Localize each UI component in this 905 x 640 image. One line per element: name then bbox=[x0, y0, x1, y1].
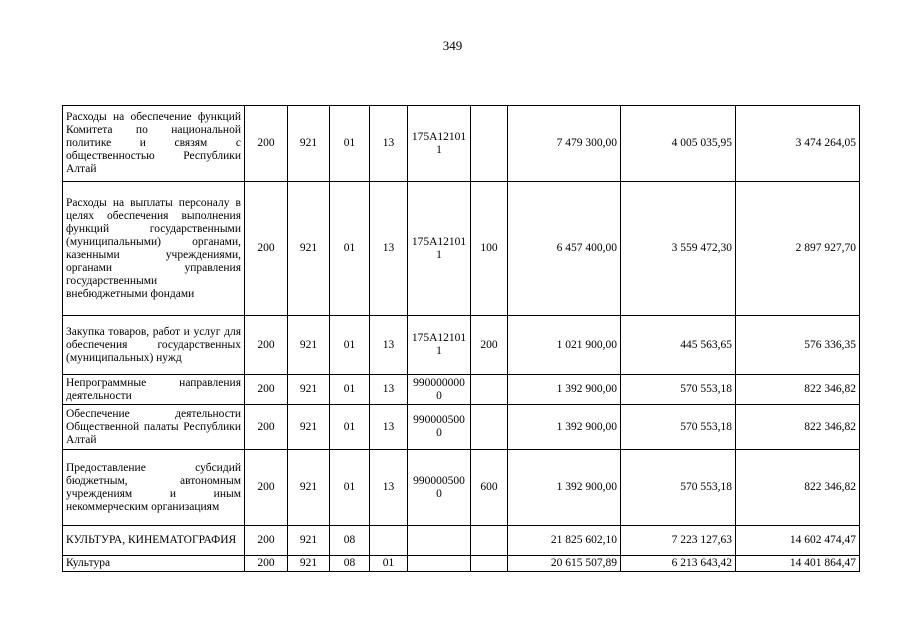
row-fact: 445 563,65 bbox=[621, 316, 736, 375]
row-subsection: 13 bbox=[370, 106, 408, 182]
row-plan: 21 825 602,10 bbox=[508, 526, 621, 556]
table-row bbox=[63, 405, 860, 450]
row-rest: 14 602 474,47 bbox=[736, 526, 860, 556]
row-name: Предоставление субсидий бюджетным, автономным учреждениям и иным некоммерческим организациям bbox=[63, 450, 245, 526]
row-vr bbox=[471, 106, 508, 182]
row-code: 200 bbox=[245, 526, 288, 556]
row-csr: 175A121011 bbox=[408, 316, 471, 375]
row-subsection: 13 bbox=[370, 375, 408, 405]
row-section: 01 bbox=[330, 182, 370, 316]
row-section: 08 bbox=[330, 556, 370, 572]
row-vr: 200 bbox=[471, 316, 508, 375]
row-csr bbox=[408, 526, 471, 556]
row-name: Непрограммные направления деятельности bbox=[63, 375, 245, 405]
row-plan: 1 392 900,00 bbox=[508, 450, 621, 526]
row-rest: 822 346,82 bbox=[736, 450, 860, 526]
row-fact: 7 223 127,63 bbox=[621, 526, 736, 556]
row-plan: 1 021 900,00 bbox=[508, 316, 621, 375]
row-plan: 1 392 900,00 bbox=[508, 405, 621, 450]
row-rest: 822 346,82 bbox=[736, 405, 860, 450]
row-csr bbox=[408, 556, 471, 572]
row-vr bbox=[471, 405, 508, 450]
row-grbs: 921 bbox=[288, 106, 330, 182]
row-plan: 6 457 400,00 bbox=[508, 182, 621, 316]
row-grbs: 921 bbox=[288, 316, 330, 375]
row-csr: 175A121011 bbox=[408, 106, 471, 182]
row-section: 08 bbox=[330, 526, 370, 556]
row-grbs: 921 bbox=[288, 405, 330, 450]
row-section: 01 bbox=[330, 106, 370, 182]
row-fact: 570 553,18 bbox=[621, 375, 736, 405]
row-vr: 100 bbox=[471, 182, 508, 316]
row-code: 200 bbox=[245, 316, 288, 375]
row-subsection: 13 bbox=[370, 450, 408, 526]
table-row bbox=[63, 106, 860, 182]
row-name: Расходы на выплаты персоналу в целях обеспечения выполнения функций государственными (муниципальными) органами, казенными учреждениями, органами управления государственными внебюджетными фондами bbox=[63, 182, 245, 316]
row-code: 200 bbox=[245, 405, 288, 450]
row-name: Закупка товаров, работ и услуг для обеспечения государственных (муниципальных) нужд bbox=[63, 316, 245, 375]
row-grbs: 921 bbox=[288, 556, 330, 572]
row-name: Культура bbox=[63, 556, 245, 572]
row-grbs: 921 bbox=[288, 182, 330, 316]
row-subsection: 01 bbox=[370, 556, 408, 572]
row-vr bbox=[471, 375, 508, 405]
table-row bbox=[63, 450, 860, 526]
row-code: 200 bbox=[245, 182, 288, 316]
row-rest: 576 336,35 bbox=[736, 316, 860, 375]
row-fact: 4 005 035,95 bbox=[621, 106, 736, 182]
row-csr: 175A121011 bbox=[408, 182, 471, 316]
row-plan: 20 615 507,89 bbox=[508, 556, 621, 572]
row-fact: 3 559 472,30 bbox=[621, 182, 736, 316]
row-rest: 2 897 927,70 bbox=[736, 182, 860, 316]
row-fact: 570 553,18 bbox=[621, 405, 736, 450]
row-csr: 9900005000 bbox=[408, 450, 471, 526]
row-name: Расходы на обеспечение функций Комитета по национальной политике и связям с общественностью Республики Алтай bbox=[63, 106, 245, 182]
row-vr bbox=[471, 556, 508, 572]
row-fact: 6 213 643,42 bbox=[621, 556, 736, 572]
row-subsection: 13 bbox=[370, 182, 408, 316]
row-rest: 822 346,82 bbox=[736, 375, 860, 405]
table-row bbox=[63, 556, 860, 572]
row-section: 01 bbox=[330, 375, 370, 405]
row-csr: 9900005000 bbox=[408, 405, 471, 450]
table-row bbox=[63, 316, 860, 375]
row-rest: 3 474 264,05 bbox=[736, 106, 860, 182]
row-code: 200 bbox=[245, 106, 288, 182]
row-subsection: 13 bbox=[370, 316, 408, 375]
row-grbs: 921 bbox=[288, 526, 330, 556]
row-name: Обеспечение деятельности Общественной палаты Республики Алтай bbox=[63, 405, 245, 450]
row-name: КУЛЬТУРА, КИНЕМАТОГРАФИЯ bbox=[63, 526, 245, 556]
row-section: 01 bbox=[330, 405, 370, 450]
row-subsection: 13 bbox=[370, 405, 408, 450]
row-subsection bbox=[370, 526, 408, 556]
row-code: 200 bbox=[245, 375, 288, 405]
table-row bbox=[63, 526, 860, 556]
row-grbs: 921 bbox=[288, 450, 330, 526]
row-vr: 600 bbox=[471, 450, 508, 526]
row-section: 01 bbox=[330, 316, 370, 375]
row-fact: 570 553,18 bbox=[621, 450, 736, 526]
row-rest: 14 401 864,47 bbox=[736, 556, 860, 572]
row-code: 200 bbox=[245, 556, 288, 572]
table-row bbox=[63, 375, 860, 405]
page-number: 349 bbox=[442, 38, 463, 53]
budget-table bbox=[62, 105, 860, 572]
row-grbs: 921 bbox=[288, 375, 330, 405]
row-csr: 9900000000 bbox=[408, 375, 471, 405]
row-vr bbox=[471, 526, 508, 556]
row-code: 200 bbox=[245, 450, 288, 526]
table-row bbox=[63, 182, 860, 316]
row-section: 01 bbox=[330, 450, 370, 526]
row-plan: 1 392 900,00 bbox=[508, 375, 621, 405]
row-plan: 7 479 300,00 bbox=[508, 106, 621, 182]
